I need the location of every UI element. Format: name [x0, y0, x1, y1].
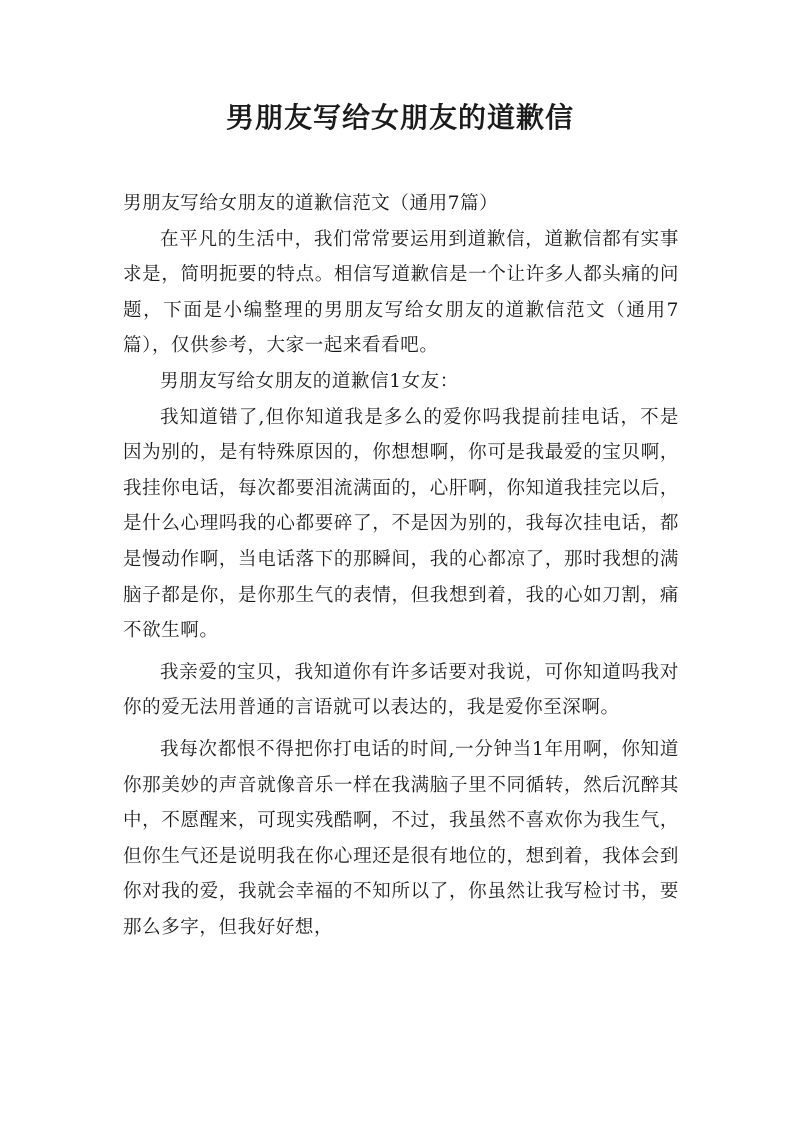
- document-subtitle: 男朋友写给女朋友的道歉信范文（通用7篇）: [123, 193, 499, 214]
- intro-paragraph: 在平凡的生活中，我们常常要运用到道歉信，道歉信都有实事求是，简明扼要的特点。相信写道歉信是一个让许多人都头痛的问题，下面是小编整理的男朋友写给女朋友的道歉信范文（通用7篇），仅供参考，大家一起来看看吧。: [123, 228, 679, 357]
- document-body: [123, 186, 679, 945]
- document-title: 男朋友写给女朋友的道歉信: [225, 101, 574, 134]
- letter-paragraph: 我知道错了,但你知道我是多么的爱你吗我提前挂电话，不是因为别的，是有特殊原因的，你想想啊，你可是我最爱的宝贝啊，我挂你电话，每次都要泪流满面的，心肝啊，你知道我挂完以后，是什么心理吗我的心都要碎了，不是因为别的，我每次挂电话，都是慢动作啊，当电话落下的那瞬间，我的心都凉了，那时我想的满脑子都是你，是你那生气的表情，但我想到着，我的心如刀割，痛不欲生啊。: [123, 406, 679, 642]
- letter-heading: 男朋友写给女朋友的道歉信1女友：: [160, 370, 459, 392]
- letter-paragraph: 我每次都恨不得把你打电话的时间,一分钟当1年用啊，你知道你那美妙的声音就像音乐一样在我满脑子里不同循转，然后沉醉其中，不愿醒来，可现实残酷啊，不过，我虽然不喜欢你为我生气，但你生气还是说明我在你心理还是很有地位的，想到着，我体会到你对我的爱，我就会幸福的不知所以了，你虽然让我写检讨书，要那么多字，但我好好想，: [123, 738, 679, 938]
- letter-paragraph: 我亲爱的宝贝，我知道你有许多话要对我说，可你知道吗我对你的爱无法用普通的言语就可以表达的，我是爱你至深啊。: [123, 661, 679, 719]
